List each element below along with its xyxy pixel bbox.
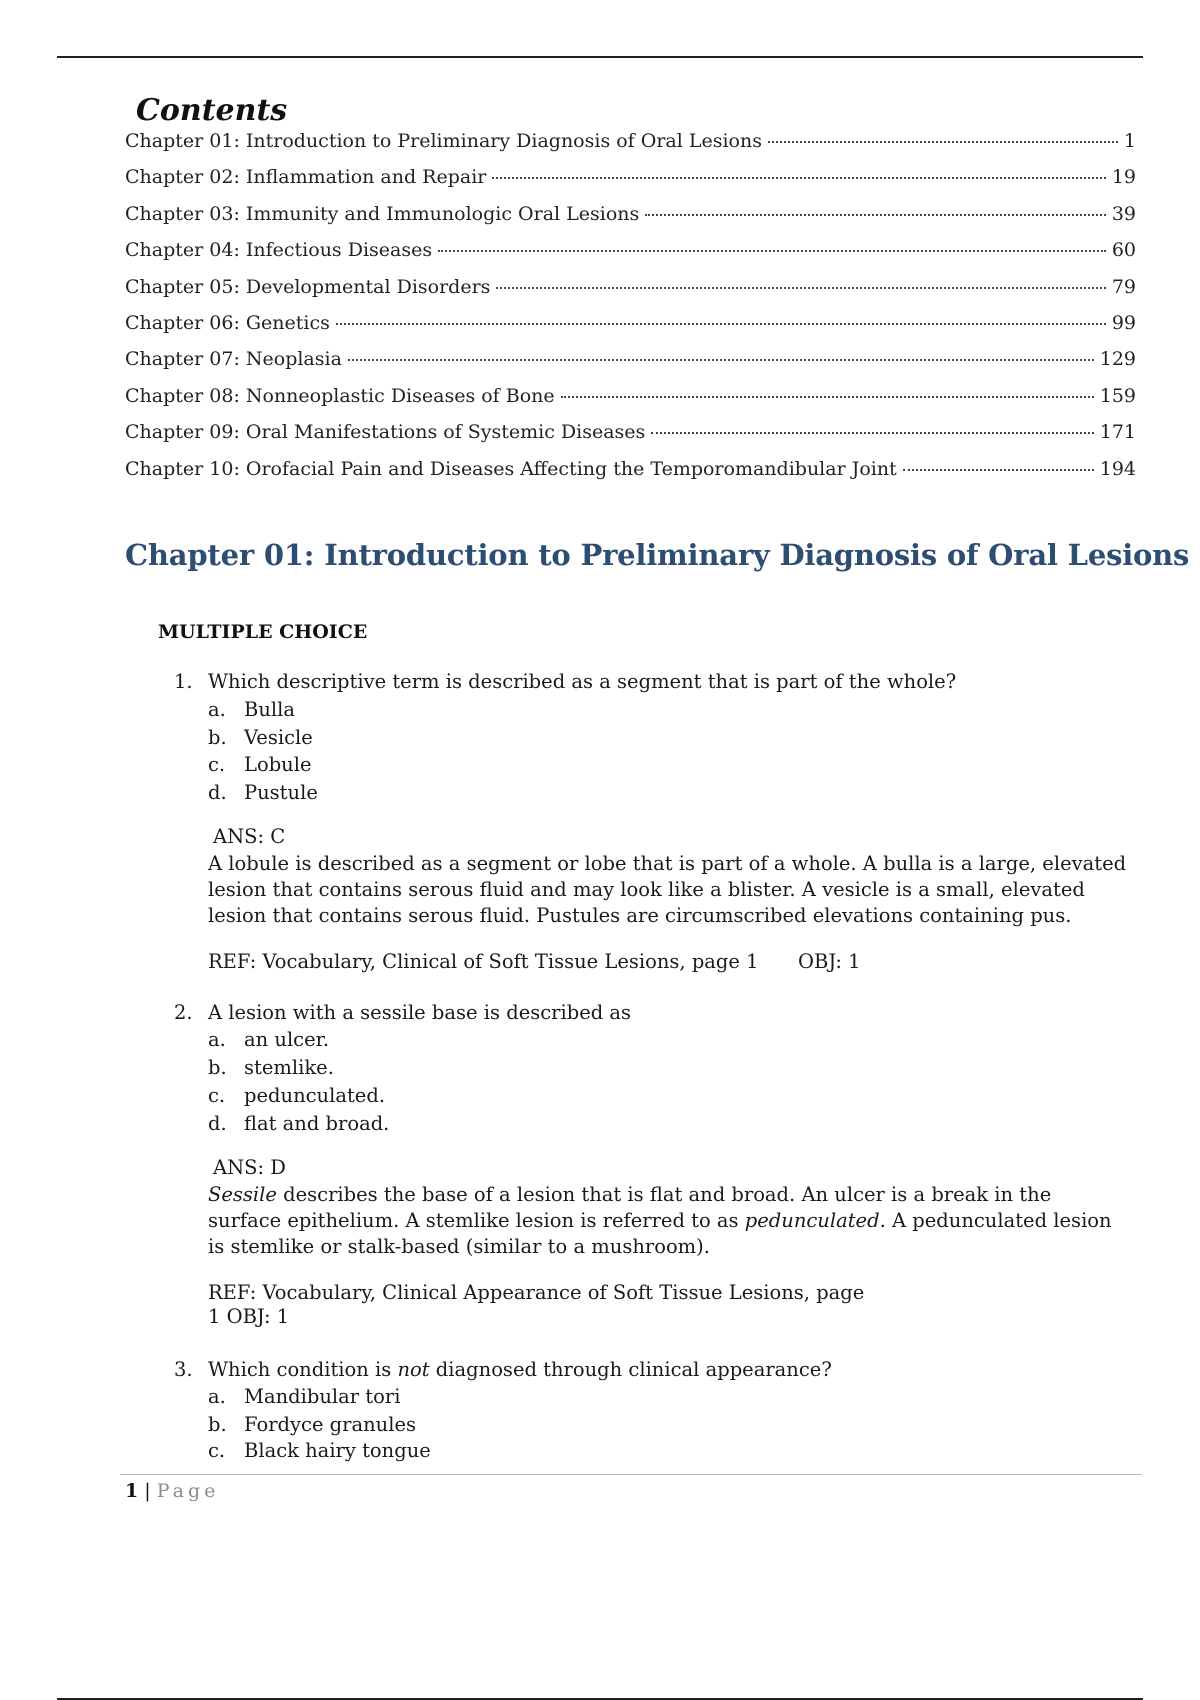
toc-leader [438,250,1106,252]
question-text: Which descriptive term is described as a segment that is part of the whole? [208,670,957,693]
toc-leader [336,323,1106,325]
term-emphasis: pedunculated. [744,1209,886,1232]
answer-option [208,1084,385,1107]
question-number: 3. [174,1358,193,1381]
toc-leader [348,359,1094,361]
toc-leader [492,177,1105,179]
toc-entry-page: 60 [1111,239,1136,262]
rationale: A lobule is described as a segment or lobe that is part of a whole. A bulla is a large, elevated lesion that contains serous fluid and may look like a blister. A vesicle is a small, elevated lesion that contains serous fluid. Pustules are circumscribed elevations containing pus. [208,852,1127,927]
answer-option [208,1056,334,1079]
section-heading: MULTIPLE CHOICE [158,621,368,643]
option-letter: d. [208,1112,227,1135]
question-stem [174,1358,832,1381]
toc-entry[interactable] [125,458,1136,494]
question-stem [174,1001,631,1024]
toc-entry[interactable] [125,276,1136,312]
answer-option [208,753,312,776]
rationale-text: describes the base of a lesion that is flat and broad. An ulcer is a break in the surface epithelium. A stemlike lesion is referred to as [208,1183,1052,1232]
footer-separator: | [138,1480,157,1502]
option-text: Bulla [244,698,295,721]
answer-option [208,1028,329,1051]
option-letter: b. [208,1056,227,1079]
header-rule [57,56,1143,58]
toc-entry-label: Chapter 05: Developmental Disorders [125,275,491,298]
question-text: A lesion with a sessile base is described as [208,1001,632,1024]
page-footer [125,1480,219,1502]
toc-entry-label: Chapter 10: Orofacial Pain and Diseases Affecting the Temporomandibular Joint [125,457,897,480]
answer-option [208,781,318,804]
option-text: Vesicle [244,726,313,749]
option-letter: c. [208,1439,226,1462]
page-label: Page [156,1480,220,1502]
toc-entry[interactable] [125,312,1136,348]
toc-entry-page: 99 [1111,311,1136,334]
answer-option [208,1413,416,1436]
toc-entry-label: Chapter 06: Genetics [125,311,330,334]
toc-leader [651,432,1093,434]
table-of-contents [125,130,1136,494]
objective: OBJ: 1 [798,950,861,973]
option-letter: a. [208,1385,226,1408]
answer-option [208,1112,389,1135]
toc-entry[interactable] [125,385,1136,421]
toc-entry[interactable] [125,130,1136,166]
toc-entry[interactable] [125,421,1136,457]
option-letter: b. [208,1413,227,1436]
question-text: Which condition is [208,1358,398,1381]
toc-entry-page: 39 [1111,202,1136,225]
answer-option [208,698,295,721]
toc-entry[interactable] [125,239,1136,275]
rationale-text: A pedunculated lesion is stemlike or stalk-based (similar to a mushroom). [208,1209,1112,1258]
reference-line [208,950,861,973]
toc-entry-page: 159 [1099,384,1136,407]
rationale [208,1182,1128,1260]
option-text: Black hairy tongue [244,1439,431,1462]
question-stem [174,670,956,693]
chapter-heading: Chapter 01: Introduction to Preliminary Diagnosis of Oral Lesions [125,538,1190,572]
toc-entry-page: 79 [1111,275,1136,298]
answer-option [208,1439,431,1462]
toc-entry-label: Chapter 03: Immunity and Immunologic Oral Lesions [125,202,640,225]
option-letter: c. [208,1084,226,1107]
answer-key: ANS: D [213,1156,286,1179]
question-number: 1. [174,670,193,693]
option-letter: a. [208,698,226,721]
toc-entry-label: Chapter 02: Inflammation and Repair [125,166,487,189]
toc-entry-label: Chapter 07: Neoplasia [125,348,342,371]
toc-leader [496,287,1105,289]
toc-entry[interactable] [125,348,1136,384]
toc-entry-page: 171 [1099,421,1136,444]
option-letter: d. [208,781,227,804]
toc-entry[interactable] [125,166,1136,202]
toc-entry-page: 1 [1123,130,1136,152]
toc-entry-label: Chapter 08: Nonneoplastic Diseases of Bone [125,384,555,407]
term-emphasis: Sessile [208,1183,277,1206]
page-number: 1 [125,1480,139,1502]
answer-option [208,1385,400,1408]
option-text: Pustule [244,781,318,804]
toc-entry-page: 19 [1111,166,1136,189]
toc-entry-label: Chapter 04: Infectious Diseases [125,239,433,262]
question-number: 2. [174,1001,193,1024]
reference-line: REF: Vocabulary, Clinical Appearance of Soft Tissue Lesions, page [208,1281,865,1304]
toc-entry-page: 194 [1099,457,1136,480]
option-letter: c. [208,753,226,776]
option-text: an ulcer. [244,1028,330,1051]
option-letter: b. [208,726,227,749]
toc-entry-label: Chapter 01: Introduction to Preliminary Diagnosis of Oral Lesions [125,130,762,152]
toc-leader [561,396,1094,398]
option-text: Mandibular tori [244,1385,401,1408]
reference-line: 1 OBJ: 1 [208,1305,290,1328]
answer-option [208,726,313,749]
toc-entry[interactable] [125,203,1136,239]
option-text: stemlike. [244,1056,334,1079]
option-text: pedunculated. [244,1084,386,1107]
toc-title: Contents [136,93,288,128]
toc-entry-page: 129 [1099,348,1136,371]
question-text: diagnosed through clinical appearance? [429,1358,832,1381]
toc-leader [645,214,1106,216]
option-text: Fordyce granules [244,1413,417,1436]
option-text: Lobule [244,753,312,776]
toc-entry-label: Chapter 09: Oral Manifestations of Systemic Diseases [125,421,646,444]
answer-key: ANS: C [213,825,286,848]
option-letter: a. [208,1028,226,1051]
toc-leader [768,141,1118,143]
footer-rule [120,1474,1142,1475]
question-emphasis: not [397,1358,430,1381]
reference: REF: Vocabulary, Clinical of Soft Tissue Lesions, page 1 [208,950,759,973]
option-text: flat and broad. [244,1112,390,1135]
toc-leader [903,469,1094,471]
